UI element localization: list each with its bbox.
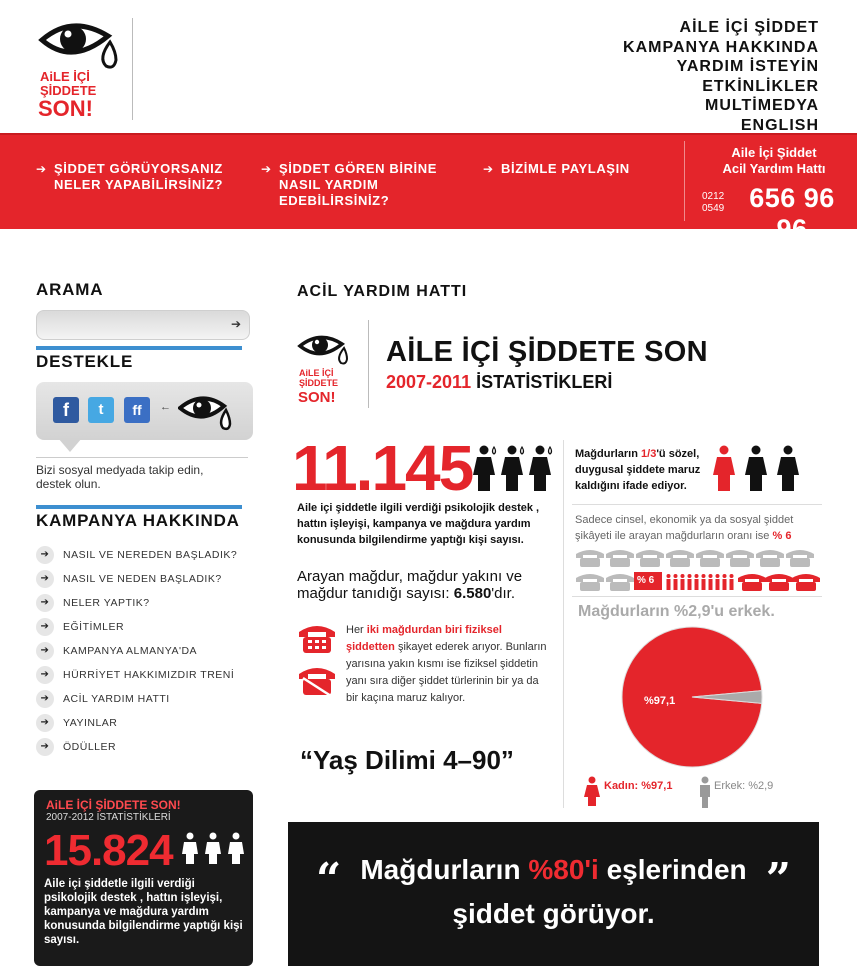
arrow-icon: ➔ [261, 162, 272, 176]
arrow-icon: ➔ [36, 690, 54, 708]
stats-promo-banner[interactable] [34, 790, 253, 966]
divider-line [36, 457, 248, 458]
r1-pre: Mağdurların [575, 448, 642, 460]
campaign-item-label: YAYINLAR [63, 717, 118, 729]
tiny-person-icon [667, 574, 671, 590]
campaign-item-label: HÜRRİYET HAKKIMIZDIR TRENİ [63, 669, 235, 681]
man-icon [698, 776, 712, 808]
hotline-title2: Acil Yardım Hattı [722, 161, 826, 176]
legend-male: Erkek: %2,9 [714, 780, 774, 792]
woman-icon [584, 776, 600, 806]
phone-grey-icon [756, 550, 784, 567]
search-input[interactable] [45, 312, 225, 338]
campaign-item-label: NASIL VE NEDEN BAŞLADIK? [63, 573, 222, 585]
crying-eye-icon [178, 390, 234, 438]
support-text: Bizi sosyal medyada takip edin, destek olun. [36, 463, 204, 491]
campaign-item-label: KAMPANYA ALMANYA'DA [63, 645, 198, 657]
nav-multimedya[interactable]: MULTİMEDYA [705, 97, 819, 114]
social-box-pointer [58, 438, 82, 452]
campaign-item[interactable] [36, 594, 237, 618]
legend-female: Kadın: %97,1 [604, 780, 673, 792]
campaign-item-label: ACİL YARDIM HATTI [63, 693, 170, 705]
quote-line1 [288, 854, 819, 886]
friendfeed-icon[interactable]: ff [124, 397, 150, 423]
arrow-icon: ➔ [36, 594, 54, 612]
quote-highlight: %80'i [528, 854, 599, 885]
link-label: BİZİMLE PAYLAŞIN [501, 161, 630, 176]
years-label: 2007-2011 [386, 372, 472, 392]
crying-eye-logo-icon [296, 330, 358, 406]
tiny-person-icon [702, 574, 706, 590]
pie-title: Mağdurların %2,9'u erkek. [578, 603, 775, 620]
promo-text: Aile içi şiddetle ilgili verdiği psikolojik destek , hattın işleyişi, kampanya ve mağdura yardım konusunda bilgilendirme yaptığı kişi sayısı. [44, 878, 243, 946]
divider-line [572, 596, 822, 597]
tiny-person-icon [695, 574, 699, 590]
tiny-person-icon [716, 574, 720, 590]
nav-etkinlikler[interactable]: ETKİNLİKLER [702, 77, 819, 95]
stat2-text: Arayan mağdur, mağdur yakını ve mağdur tanıdığı sayısı: [297, 568, 523, 602]
campaign-item[interactable] [36, 690, 237, 714]
page-title: ACİL YARDIM HATTI [297, 283, 468, 300]
quote-banner [288, 822, 819, 966]
r2-pre: Sadece cinsel, ekonomik ya da sosyal şiddet şikâyeti ile arayan mağdurların oranı ise [575, 514, 794, 542]
quote-pre: Mağdurların [360, 854, 529, 885]
age-range: “Yaş Dilimi 4–90” [300, 745, 514, 775]
link-bizimle-paylasin[interactable] [483, 161, 661, 177]
phone-red-icon [792, 574, 820, 591]
phone-grey-icon [786, 550, 814, 567]
pie-label-female: %97,1 [644, 695, 676, 707]
link-siddet-goruyorsaniz[interactable] [36, 161, 244, 193]
phone-grey-icon [666, 550, 694, 567]
arrow-icon: ➔ [36, 162, 47, 176]
logo-line2: ŞİDDETE [40, 83, 97, 98]
campaign-list [36, 546, 237, 762]
campaign-item[interactable] [36, 666, 237, 690]
phone-grey-icon [696, 550, 724, 567]
stat3-description [346, 622, 551, 707]
arrow-icon: ➔ [36, 666, 54, 684]
tiny-person-icon [688, 574, 692, 590]
phone-percent-label: % 6 [637, 575, 655, 586]
people-figures-icon [180, 832, 250, 866]
site-logo[interactable] [36, 14, 126, 122]
phones-pictogram [576, 548, 820, 592]
link-label: ŞİDDET GÖRÜYORSANIZ NELER YAPABİLİRSİNİZ? [54, 161, 224, 192]
nav-kampanya-hakkinda[interactable]: KAMPANYA HAKKINDA [623, 38, 819, 56]
logo-divider [132, 18, 133, 120]
tiny-person-icon [674, 574, 678, 590]
tiny-person-icon [730, 574, 734, 590]
column-divider [563, 440, 564, 808]
campaign-item[interactable] [36, 642, 237, 666]
broken-phone-icon [297, 664, 337, 696]
quote-open-icon: “ [316, 854, 342, 905]
phone-grey-icon [576, 550, 604, 567]
phone-red-icon [738, 574, 766, 591]
info-divider [368, 320, 369, 408]
search-submit-icon[interactable]: ➔ [230, 317, 241, 331]
stat2-suffix: 'dır. [491, 585, 516, 602]
hotline-divider [684, 141, 685, 221]
campaign-item[interactable] [36, 618, 237, 642]
tiny-person-icon [723, 574, 727, 590]
campaign-item[interactable] [36, 738, 237, 762]
promo-title: AiLE İÇİ ŞİDDETE SON! [46, 798, 181, 812]
r2-highlight: % 6 [772, 530, 792, 542]
nav-yardim-isteyin[interactable]: YARDIM İSTEYİN [676, 58, 819, 75]
logo-line1: AiLE İÇİ [40, 69, 90, 84]
verbal-violence-stat [575, 446, 715, 494]
hotline-title1: Aile İçi Şiddet [731, 145, 817, 160]
link-siddet-goren-birine[interactable] [261, 161, 459, 209]
divider-line [572, 504, 822, 505]
infographic-heading: AİLE İÇİ ŞİDDETE SON [386, 336, 708, 368]
stat3-pre: Her [346, 624, 367, 636]
campaign-item[interactable] [36, 546, 237, 570]
arrow-icon: ➔ [36, 546, 54, 564]
phone-grey-icon [576, 574, 604, 591]
r1-highlight: 1/3 [641, 448, 657, 460]
arrow-icon: ➔ [36, 714, 54, 732]
arrow-icon: ➔ [36, 618, 54, 636]
divider-rule [36, 346, 242, 350]
red-action-bar [0, 133, 857, 244]
campaign-item-label: EĞİTİMLER [63, 621, 125, 633]
quote-close-icon: ” [765, 854, 791, 905]
link-label: ŞİDDET GÖREN BİRİNE NASIL YARDIM EDEBİLİRSİNİZ? [279, 161, 438, 208]
three-women-icon [708, 445, 808, 493]
logo-line3: SON! [38, 96, 93, 121]
campaign-item-label: NELER YAPTIK? [63, 597, 150, 609]
site-header [0, 0, 857, 133]
campaign-item[interactable] [36, 570, 237, 594]
promo-number: 15.824 [44, 826, 173, 875]
tiny-person-icon [709, 574, 713, 590]
gender-pie-chart [592, 612, 812, 782]
other-violence-stat [575, 512, 815, 544]
campaign-item-label: NASIL VE NEREDEN BAŞLADIK? [63, 549, 238, 561]
divider-rule [36, 505, 242, 509]
promo-subtitle: 2007-2012 İSTATİSTİKLERİ [46, 812, 171, 823]
stat1-description: Aile içi şiddetle ilgili verdiği psikolojik destek , hattın işleyişi, kampanya ve mağdura yardım konusunda bilgilendirme yaptığı kişi sayısı. [297, 502, 540, 546]
stats-label: İSTATİSTİKLERİ [471, 372, 613, 392]
stat2-value: 6.580 [453, 585, 492, 602]
arrow-icon: ➔ [483, 162, 494, 176]
phone-grey-icon [606, 550, 634, 567]
arrow-icon: ➔ [36, 738, 54, 756]
quote-line2: şiddet görüyor. [452, 898, 655, 929]
campaign-item[interactable] [36, 714, 237, 738]
svg-text:AiLE İÇİ: AiLE İÇİ [299, 368, 334, 378]
phone-grey-icon [606, 574, 634, 591]
infographic-subheading [386, 372, 612, 393]
arrow-left-icon: ← [160, 401, 171, 413]
hotline-code2: 0549 [702, 203, 725, 214]
stat3-highlight: iki mağdurdan biri fiziksel şiddetten [346, 624, 502, 653]
twitter-icon[interactable]: t [88, 397, 114, 423]
hotline-number: 656 96 96 [749, 183, 835, 244]
hotline-box[interactable] [694, 145, 854, 244]
svg-text:SON!: SON! [298, 389, 336, 406]
support-title: DESTEKLE [36, 352, 134, 371]
tiny-person-icon [681, 574, 685, 590]
r1-post: 'ü sözel, duygusal şiddete maruz kaldığını ifade ediyor. [575, 448, 701, 492]
quote-post: eşlerinden [598, 854, 747, 885]
phone-grey-icon [636, 550, 664, 567]
search-title: ARAMA [36, 280, 104, 299]
stat2-description [297, 568, 549, 602]
big-number: 11.145 [292, 432, 473, 504]
top-navigation [623, 18, 819, 135]
campaign-title: KAMPANYA HAKKINDA [36, 511, 240, 530]
nav-aile-ici-siddet[interactable]: AİLE İÇİ ŞİDDET [679, 19, 819, 36]
three-women-crying-icon [472, 445, 556, 493]
svg-text:ŞİDDETE: ŞİDDETE [299, 378, 339, 388]
arrow-icon: ➔ [36, 642, 54, 660]
nav-english[interactable]: ENGLISH [740, 116, 819, 134]
phone-grey-icon [726, 550, 754, 567]
facebook-icon[interactable]: f [53, 397, 79, 423]
arrow-icon: ➔ [36, 570, 54, 588]
social-box [36, 382, 253, 440]
stat3-post: şikayet ederek arıyor. Bunların yarısına yakın kısmı ise fiziksel şiddetin yanı sıra diğer şiddet türlerinin bir ya da bir kaçına maruz kalıyor. [346, 641, 547, 704]
phone-icon [297, 622, 337, 654]
hotline-code1: 0212 [702, 191, 725, 202]
search-box [36, 310, 250, 340]
campaign-item-label: ÖDÜLLER [63, 741, 117, 753]
hotline-codes [702, 191, 724, 215]
phone-red-icon [765, 574, 793, 591]
